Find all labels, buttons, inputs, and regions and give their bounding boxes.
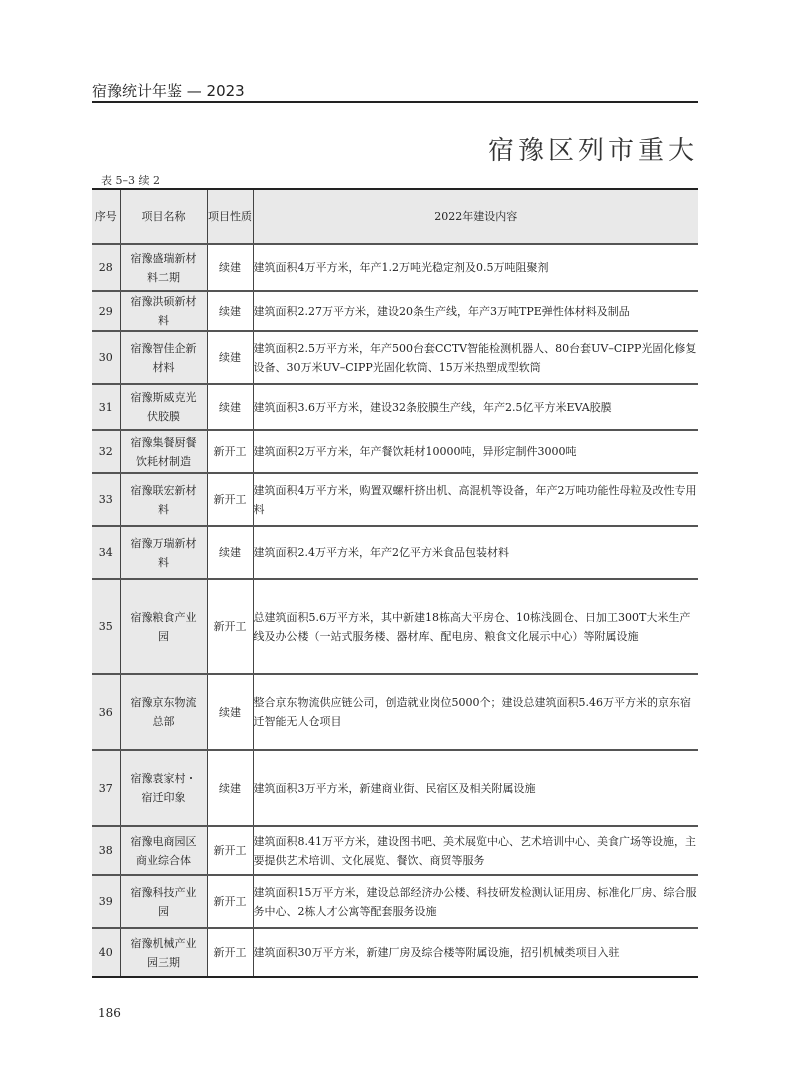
nature-cell: 续建 <box>207 674 253 750</box>
header-nature: 项目性质 <box>207 189 253 244</box>
nature-cell: 续建 <box>207 244 253 291</box>
seq-cell: 32 <box>92 430 120 473</box>
nature-cell: 续建 <box>207 291 253 331</box>
content-cell: 总建筑面积5.6万平方米，其中新建18栋高大平房仓、10栋浅圆仓、日加工300T大米生产线及办公楼（一站式服务楼、器材库、配电房、粮食文化展示中心）等附属设施 <box>253 579 698 674</box>
table-header-row <box>92 189 698 244</box>
content-cell: 建筑面积2.5万平方米，年产500台套CCTV智能检测机器人、80台套UV–CIPP光固化修复设备、30万米UV–CIPP光固化软筒、15万米热塑成型软筒 <box>253 331 698 384</box>
project-name: 宿豫洪硕新材料 <box>130 295 197 327</box>
content-cell: 建筑面积3万平方米，新建商业街、民宿区及相关附属设施 <box>253 750 698 826</box>
table-row <box>92 244 698 291</box>
content-cell: 建筑面积8.41万平方米，建设图书吧、美术展览中心、艺术培训中心、美食广场等设施，主要提供艺术培训、文化展览、餐饮、商贸等服务 <box>253 826 698 875</box>
table-row <box>92 331 698 384</box>
table-caption: 表 5–3 续 2 <box>101 174 160 187</box>
seq-cell: 34 <box>92 526 120 579</box>
table-row <box>92 826 698 875</box>
table-row <box>92 674 698 750</box>
project-name: 宿豫万瑞新材料 <box>130 536 197 569</box>
name-cell <box>120 291 207 331</box>
nature-cell: 新开工 <box>207 826 253 875</box>
nature-cell: 续建 <box>207 384 253 430</box>
table-row <box>92 526 698 579</box>
name-cell <box>120 473 207 526</box>
project-name: 宿豫京东物流总部 <box>130 696 197 728</box>
project-name: 宿豫集餐厨餐饮耗材制造 <box>130 435 197 468</box>
nature-cell: 续建 <box>207 331 253 384</box>
content-cell: 建筑面积4万平方米，购置双螺杆挤出机、高混机等设备，年产2万吨功能性母粒及改性专用料 <box>253 473 698 526</box>
content-cell: 建筑面积2.4万平方米，年产2亿平方米食品包装材料 <box>253 526 698 579</box>
seq-cell: 38 <box>92 826 120 875</box>
page-number: 186 <box>98 1006 121 1020</box>
name-cell <box>120 826 207 875</box>
name-cell <box>120 331 207 384</box>
seq-cell: 33 <box>92 473 120 526</box>
seq-cell: 37 <box>92 750 120 826</box>
running-head: 宿豫统计年鉴 — 2023 <box>92 82 245 100</box>
name-cell <box>120 579 207 674</box>
seq-cell: 29 <box>92 291 120 331</box>
content-cell: 建筑面积2.27万平方米，建设20条生产线，年产3万吨TPE弹性体材料及制品 <box>253 291 698 331</box>
table-row <box>92 750 698 826</box>
name-cell <box>120 430 207 473</box>
header-seq: 序号 <box>92 189 120 244</box>
project-name: 宿豫智佳企新材料 <box>130 341 197 374</box>
name-cell <box>120 875 207 928</box>
name-cell <box>120 244 207 291</box>
seq-cell: 31 <box>92 384 120 430</box>
name-cell <box>120 526 207 579</box>
content-cell: 建筑面积3.6万平方米，建设32条胶膜生产线，年产2.5亿平方米EVA胶膜 <box>253 384 698 430</box>
table-row <box>92 384 698 430</box>
nature-cell: 续建 <box>207 750 253 826</box>
header-content: 2022年建设内容 <box>253 189 698 244</box>
seq-cell: 28 <box>92 244 120 291</box>
content-cell: 建筑面积2万平方米，年产餐饮耗材10000吨，异形定制件3000吨 <box>253 430 698 473</box>
table-row <box>92 928 698 977</box>
seq-cell: 39 <box>92 875 120 928</box>
nature-cell: 新开工 <box>207 430 253 473</box>
seq-cell: 35 <box>92 579 120 674</box>
header-name: 项目名称 <box>120 189 207 244</box>
content-cell: 建筑面积30万平方米，新建厂房及综合楼等附属设施，招引机械类项目入驻 <box>253 928 698 977</box>
table-row <box>92 875 698 928</box>
name-cell <box>120 928 207 977</box>
content-cell: 建筑面积15万平方米，建设总部经济办公楼、科技研发检测认证用房、标准化厂房、综合服务中心、2栋人才公寓等配套服务设施 <box>253 875 698 928</box>
nature-cell: 新开工 <box>207 579 253 674</box>
project-name: 宿豫袁家村・宿迁印象 <box>130 772 197 804</box>
section-title: 宿豫区列市重大 <box>487 136 698 166</box>
project-name: 宿豫斯威克光伏胶膜 <box>130 391 197 423</box>
table-row <box>92 579 698 674</box>
content-cell: 整合京东物流供应链公司，创造就业岗位5000个；建设总建筑面积5.46万平方米的京东宿迁智能无人仓项目 <box>253 674 698 750</box>
project-name: 宿豫盛瑞新材料二期 <box>130 251 197 284</box>
project-name: 宿豫机械产业园三期 <box>130 936 197 969</box>
seq-cell: 30 <box>92 331 120 384</box>
projects-table <box>92 188 698 978</box>
name-cell <box>120 674 207 750</box>
nature-cell: 新开工 <box>207 473 253 526</box>
header-rule <box>92 101 698 103</box>
nature-cell: 续建 <box>207 526 253 579</box>
table-row <box>92 473 698 526</box>
seq-cell: 40 <box>92 928 120 977</box>
seq-cell: 36 <box>92 674 120 750</box>
project-name: 宿豫科技产业园 <box>130 885 197 918</box>
content-cell: 建筑面积4万平方米，年产1.2万吨光稳定剂及0.5万吨阻聚剂 <box>253 244 698 291</box>
name-cell <box>120 750 207 826</box>
project-name: 宿豫联宏新材料 <box>130 483 197 516</box>
project-name: 宿豫电商园区商业综合体 <box>130 834 197 867</box>
project-name: 宿豫粮食产业园 <box>130 610 197 643</box>
table-row <box>92 430 698 473</box>
name-cell <box>120 384 207 430</box>
nature-cell: 新开工 <box>207 875 253 928</box>
nature-cell: 新开工 <box>207 928 253 977</box>
table-row <box>92 291 698 331</box>
